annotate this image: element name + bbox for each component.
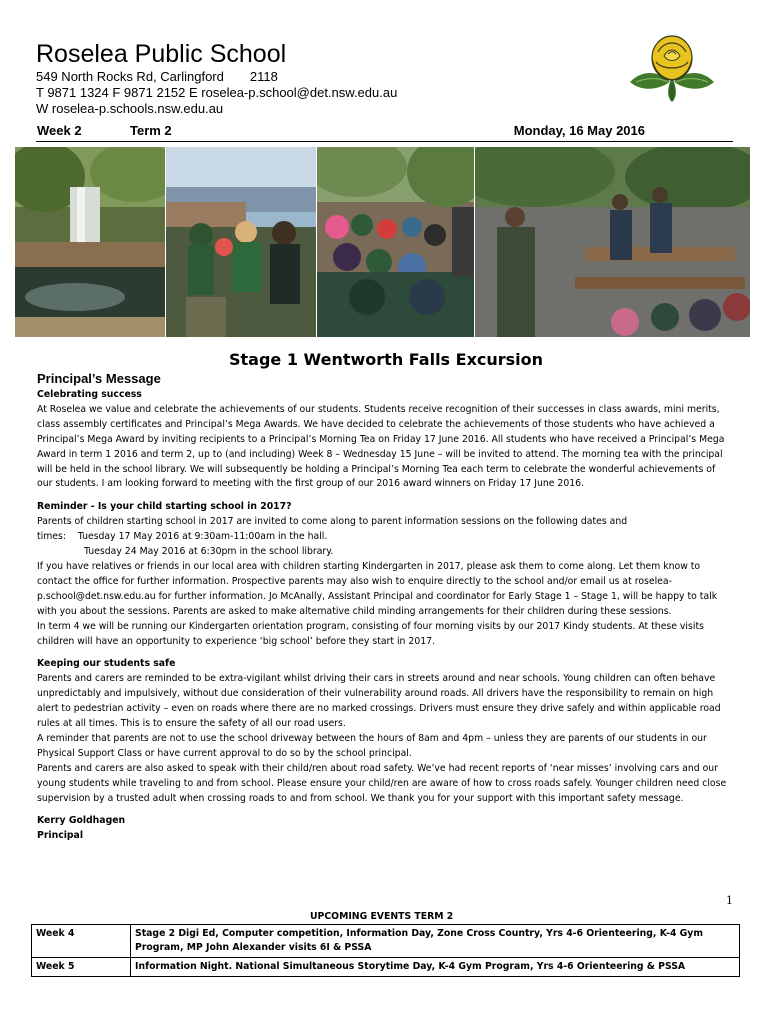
waterfall-photo — [15, 147, 165, 337]
celebrating-success-text: At Roselea we value and celebrate the achievements of our students. Students receive recognition of their successes in class awards, mini merits, class assembly certificates and Principal’s Mega Awards. We have decided to celebrate the achievements of those students who have achieved a Principal’s Mega Award by inviting recipients to a Principal’s Morning Tea on Friday 17 June 2016. All students who have received a Principal’s Mega Award in term 1 2016 and term 2, up to (and including) Week 8 – Wednesday 15 June – will be invited to attend. The morning tea with the principal will be held in the school library. We will subsequently be holding a Principal’s Morning Tea each term to celebrate the wonderful achievements of our students. I am looking forward to meeting with the first group of our 2016 award winners on Friday 17 June 2016. — [37, 403, 725, 490]
signoff-name: Kerry Goldhagen — [37, 815, 126, 827]
postcode: 2118 — [249, 69, 278, 84]
address-line — [36, 69, 278, 84]
celebrating-success-heading: Celebrating success — [37, 389, 142, 400]
reminder-body-text: If you have relatives or friends in our local area with children starting Kindergarten in 2017, please ask them to come along. Let them know to contact the office for further information. Prospective parents may also wish to enquire directly to the school and/or email us at roselea-p.school@det.nsw.edu.au for further information. Jo McAnally, Assistant Principal and coordinator for Early Stage 1 – Stage 1, will be happy to talk with you about the sessions. Parents are asked to make alternative child minding arrangements for their children during these sessions. — [37, 560, 718, 617]
street-address: 549 North Rocks Rd, Carlingford — [36, 69, 224, 84]
times-label: times: — [37, 531, 66, 543]
event-week: Week 5 — [32, 958, 131, 977]
table-row — [32, 958, 740, 977]
event-details: Stage 2 Digi Ed, Computer competition, Information Day, Zone Cross Country, Yrs 4-6 Orienteering, K-4 Gym Program, MP John Alexander visits 6I & PSSA — [131, 925, 740, 958]
school-rose-logo — [626, 30, 718, 104]
student-safety-text-2: A reminder that parents are not to use the school driveway between the hours of 8am and 4pm – unless they are parents of our students in our Physical Support Class or have current approval to do so by the school principal. — [37, 732, 707, 759]
upcoming-events-table — [31, 924, 740, 977]
student-safety-heading: Keeping our students safe — [37, 658, 176, 670]
reminder-intro-text: Parents of children starting school in 2017 are invited to come along to parent information sessions on the following dates and — [37, 516, 628, 528]
term-label: Term 2 — [130, 123, 172, 138]
session-time-1-text: Tuesday 17 May 2016 at 9:30am-11:00am in the hall. — [77, 531, 328, 543]
orientation-text: In term 4 we will be running our Kindergarten orientation program, consisting of four morning visits by our 2017 Kindy students. At these visits children will have an opportunity to experience ‘big school’ before they start in 2017. — [37, 620, 704, 647]
students-track-photo — [317, 147, 474, 337]
school-name: Roselea Public School — [36, 40, 287, 68]
page-number: 1 — [726, 894, 733, 907]
header-divider — [36, 141, 733, 142]
principals-message-heading: Principal’s Message — [37, 371, 161, 386]
contact-line: T 9871 1324 F 9871 2152 E roselea-p.school@det.nsw.edu.au — [36, 85, 398, 100]
signoff-title: Principal — [37, 830, 84, 842]
table-row — [32, 925, 740, 958]
website-line: W roselea-p.schools.nsw.edu.au — [36, 101, 224, 116]
lookout-photo — [166, 147, 316, 337]
event-week: Week 4 — [32, 925, 131, 958]
session-time-2: Tuesday 24 May 2016 at 6:30pm in the school library. — [84, 546, 334, 558]
event-details: Information Night. National Simultaneous Storytime Day, K-4 Gym Program, Yrs 4-6 Orienteering & PSSA — [131, 958, 740, 977]
principals-message-body — [37, 388, 731, 844]
upcoming-events-title: UPCOMING EVENTS TERM 2 — [310, 911, 454, 922]
student-safety-text-3: Parents and carers are also asked to speak with their child/ren about road safety. We’ve had recent reports of ‘near misses’ involving cars and our young students while traveling to and from school. Please ensure your child/ren are aware of how to cross roads safely. Younger children need close supervision by a trusted adult when crossing roads to and from school. We thank you for your support with this important safety message. — [37, 762, 727, 804]
student-safety-text-1: Parents and carers are reminded to be extra-vigilant whilst driving their cars in streets around and near schools. Young children can often behave unpredictably and impulsively, without due consideration of their vulnerability around roads. All drivers have the responsibility to remain on high alert to pedestrian activity – even on roads where there are no marked crossings. Drivers must ensure they drive safely and within applicable road rules at all times. This is to ensure the safety of all our road users. — [37, 673, 721, 730]
newsletter-date: Monday, 16 May 2016 — [513, 123, 645, 138]
reminder-heading: Reminder - Is your child starting school in 2017? — [37, 501, 292, 513]
session-time-1 — [37, 530, 731, 545]
week-label: Week 2 — [37, 123, 82, 138]
photo-caption: Stage 1 Wentworth Falls Excursion — [229, 350, 544, 369]
ranger-talk-photo — [475, 147, 750, 337]
